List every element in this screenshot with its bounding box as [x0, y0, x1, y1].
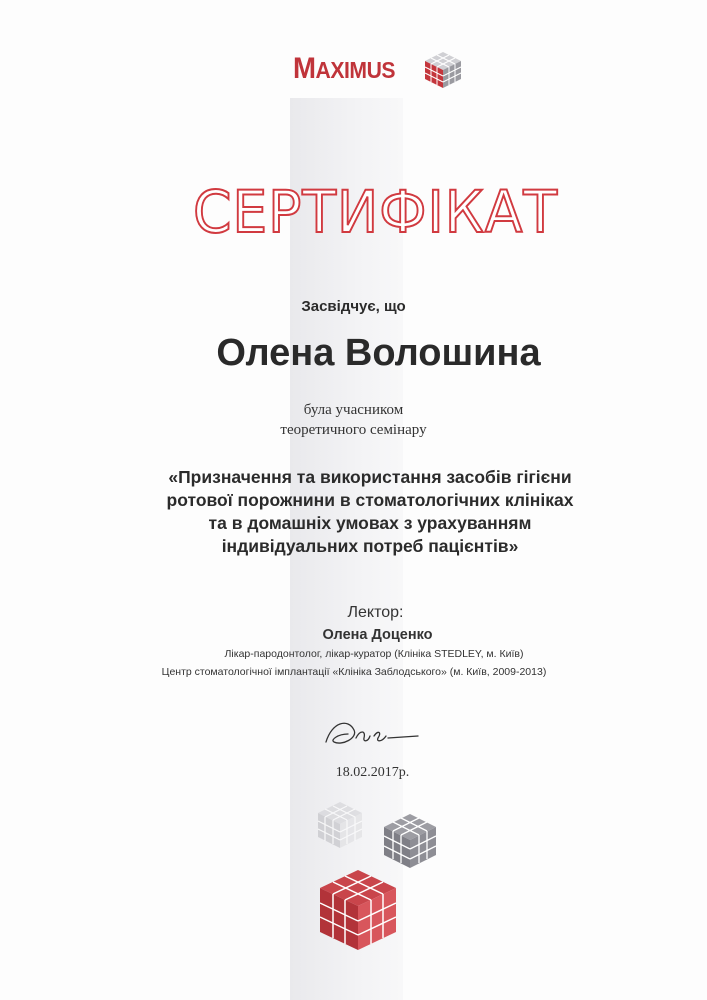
- certifies-text: Засвідчує, що: [301, 298, 406, 315]
- lecturer-position-2: Центр стоматологічної імплантації «Клініка Заблодського» (м. Київ, 2009-2013): [161, 666, 547, 678]
- certificate-title: СЕРТИФІКАТ: [192, 178, 559, 246]
- recipient-name: Олена Волошина: [216, 332, 541, 374]
- seminar-title: [110, 466, 630, 558]
- participant-line-1: була учасником: [303, 402, 404, 418]
- logo-wordmark: MAXIMUS: [293, 52, 396, 85]
- participant-text: [0, 400, 707, 440]
- seminar-title-line-2: ротової порожнини в стоматологічних клініках: [166, 490, 574, 510]
- certificate-date: 18.02.2017р.: [335, 765, 410, 780]
- cube-icon: [421, 48, 465, 92]
- grey-cube-icon: [384, 814, 436, 868]
- seminar-title-line-1: «Призначення та використання засобів гігієни: [168, 467, 572, 487]
- seminar-title-line-3: та в домашніх умовах з урахуванням: [208, 513, 532, 533]
- lecturer-signature: [318, 712, 428, 752]
- decorative-cubes: [300, 800, 460, 970]
- lecturer-label: Лектор:: [347, 604, 404, 621]
- seminar-title-line-4: індивідуальних потреб пацієнтів»: [221, 536, 519, 556]
- light-cube-icon: [318, 802, 362, 848]
- lecturer-position-1: Лікар-пародонтолог, лікар-куратор (Клініка STEDLEY, м. Київ): [224, 648, 524, 660]
- maximus-logo: [293, 48, 473, 108]
- red-cube-icon: [320, 870, 396, 950]
- participant-line-2: теоретичного семінару: [280, 422, 427, 438]
- lecturer-name: Олена Доценко: [322, 627, 433, 643]
